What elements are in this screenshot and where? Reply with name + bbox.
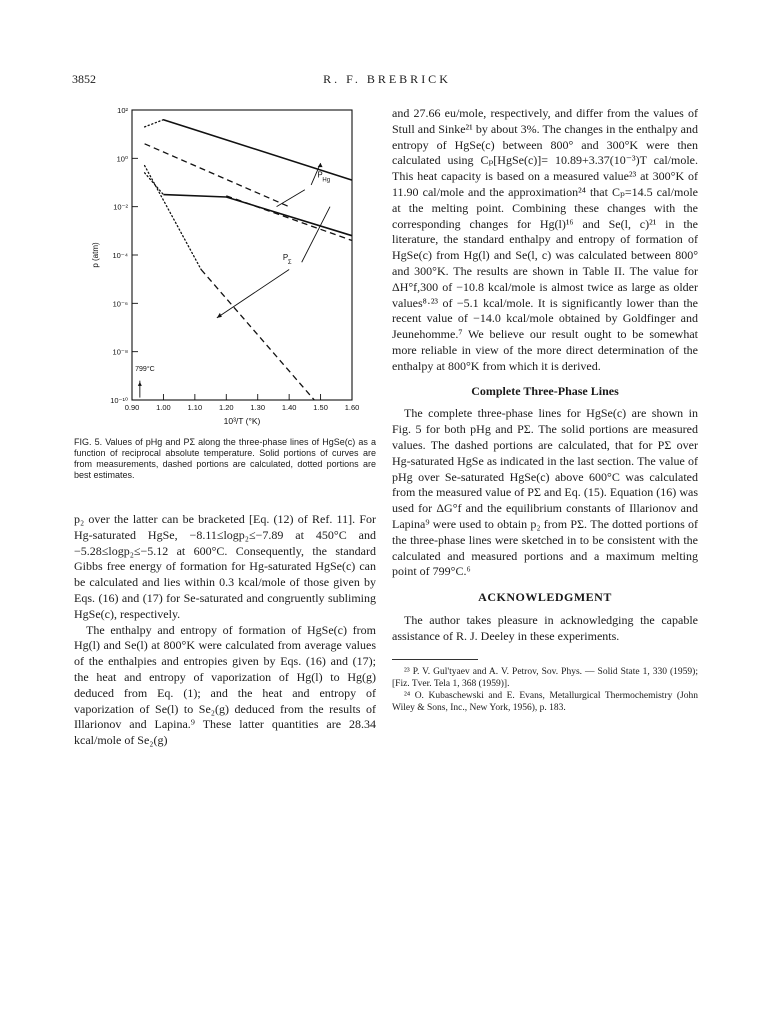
y-tick-label: 10⁰ [116, 154, 128, 164]
x-tick-label: 1.40 [281, 403, 297, 412]
footnote-rule [392, 659, 478, 660]
y-tick-label: 10⁻⁴ [112, 251, 128, 260]
figure-caption: FIG. 5. Values of pHg and PΣ along the three-phase lines of HgSe(c) as a function of reciprocal absolute temperature. Solid portions of curves are from measurements, dashed portions are calculated, dotted portions are best estimates. [74, 437, 376, 480]
p-hg-leader-2 [277, 190, 305, 207]
y-axis-title: p (atm) [91, 242, 100, 268]
plot-axes [132, 110, 352, 400]
x-tick-label: 1.00 [156, 403, 171, 412]
p-sigma-label-sub: Σ [287, 259, 292, 266]
curve-PHg-solid [163, 120, 352, 180]
paragraph: The enthalpy and entropy of formation of HgSe(c) from Hg(l) and Se(l) at 800°K were calculated from average values of the enthalpies and entropies given by Eqs. (16) and (17); the heat and entropy of vaporization of Hg(l) to Hg(g) deduced from Eq. (1); and the heat and entropy of vaporization of Se(l) to Se₂(g) deduced from the results of Illarionov and Lapina.⁹ These latter quantities are 28.34 kcal/mole of Se₂(g) [74, 622, 376, 748]
curve-PΣ-dashed [201, 270, 314, 401]
p-sigma-leader-2 [302, 207, 330, 263]
x-tick-label: 1.20 [218, 403, 234, 412]
x-tick-label: 1.60 [344, 403, 360, 412]
melting-point-arrowhead [138, 382, 142, 386]
plot-labels [91, 106, 359, 426]
p-hg-label-sub: Hg [322, 177, 331, 184]
acknowledgment-heading: ACKNOWLEDGMENT [478, 590, 612, 605]
x-tick-label: 1.10 [187, 403, 203, 412]
paragraph: p₂ over the latter can be bracketed [Eq. (12) of Ref. 11]. For Hg-saturated HgSe, −8.11≤logp₂≤−7.89 at 450°C and −5.28≤logp₂≤−5.12 at 600°C. Consequently, the standard Gibbs free energy of formation for Hg-saturated HgSe(c) can be calculated and lies within 0.3 kcal/mole of those given by Eqs. (16) and (17) for Se-saturated and congruently subliming HgSe(c), respectively. [74, 512, 376, 621]
y-tick-label: 10⁻⁶ [112, 299, 128, 309]
x-tick-label: 1.30 [250, 403, 266, 412]
x-tick-label: 1.50 [313, 403, 328, 412]
left-column-text [74, 512, 376, 749]
paragraph: and 27.66 eu/mole, respectively, and differ from the values of Stull and Sinke²¹ by about 3%. The changes in the enthalpy and entropy of HgSe(c) between 800° and 300°K were then calculated using Cₚ[HgSe(c)]= 10.89+3.37(10⁻³)T cal/mole. This heat capacity is based on a measured value²³ at 300°K of 11.90 cal/mole and the approximation²⁴ that Cₚ=14.5 cal/mole at the melting point. Combining these changes with the corresponding changes for Hg(l)¹⁶ and Se(l, c)²¹ in the literature, the standard enthalpy and entropy of formation of HgSe(c) from Hg(l) and Se(l, c) was calculated between 800° and 300°K. The results are shown in Table II. The value for ΔH°f,300 of −10.8 kcal/mole is almost twice as large as older values⁸·²³ of −5.1 kcal/mole. It is significantly lower than the recent value of −14.0 kcal/mole obtained by Goldfinger and Jeunehomme.⁷ We believe our result ought to be somewhat more reliable in view of the more direct determination of the enthalpy at 800°K from which it is derived. [392, 106, 698, 373]
plot-frame [132, 110, 352, 400]
section-heading: Complete Three-Phase Lines [471, 383, 619, 398]
y-tick-label: 10⁻⁸ [112, 347, 128, 357]
footnote: ²³ P. V. Gul'tyaev and A. V. Petrov, Sov. Phys. — Solid State 1, 330 (1959); [Fiz. Tver. Tela 1, 368 (1959)]. [392, 666, 698, 689]
footnote: ²⁴ O. Kubaschewski and E. Evans, Metallurgical Thermochemistry (John Wiley & Sons, Inc., New York, 1956), p. 183. [392, 690, 698, 713]
page-number: 3852 [72, 72, 96, 86]
p-hg-label: P [317, 170, 323, 180]
curve-PΣ-solid [163, 195, 352, 236]
running-header [72, 72, 702, 90]
figure-5-chart [80, 102, 380, 432]
curve-PHg-dotted [145, 120, 164, 127]
plot-curves [138, 120, 352, 400]
y-tick-label: 10² [117, 106, 128, 115]
p-sigma-leader [217, 270, 289, 318]
acknowledgment-text: The author takes pleasure in acknowledging the capable assistance of R. J. Deeley in these experiments. [392, 612, 698, 643]
y-tick-label: 10⁻² [113, 202, 128, 212]
melting-point-label: 799°C [135, 366, 155, 373]
y-tick-label: 10⁻¹⁰ [110, 396, 128, 405]
running-head-author: R. F. BREBRICK [323, 72, 451, 86]
x-tick-label: 0.90 [124, 403, 140, 412]
paragraph: The complete three-phase lines for HgSe(c) are shown in Fig. 5 for both pHg and PΣ. The solid portions are measured values. The dashed portions are calculated, that for PΣ over Hg-saturated HgSe as indicated in the last section. The value of pHg over Se-saturated HgSe(c) above 600°C was calculated from the measured value of PΣ and Eq. (15). Equation (16) was used for ΔG°f and the equilibrium constants of Illarionov and Lapina⁹ were used to obtain p₂ from PΣ. The dotted portions of the three-phase lines were sketched in to be consistent with the calculated and measured portions and a maximum melting point of 799°C.⁶ [392, 406, 698, 579]
right-column-text [392, 106, 698, 714]
curve-PΣ-dashed [226, 196, 352, 241]
x-axis-title: 10³/T (°K) [223, 416, 261, 426]
curve-PΣ-dotted [145, 166, 202, 270]
p-sigma-label: P [282, 252, 289, 262]
